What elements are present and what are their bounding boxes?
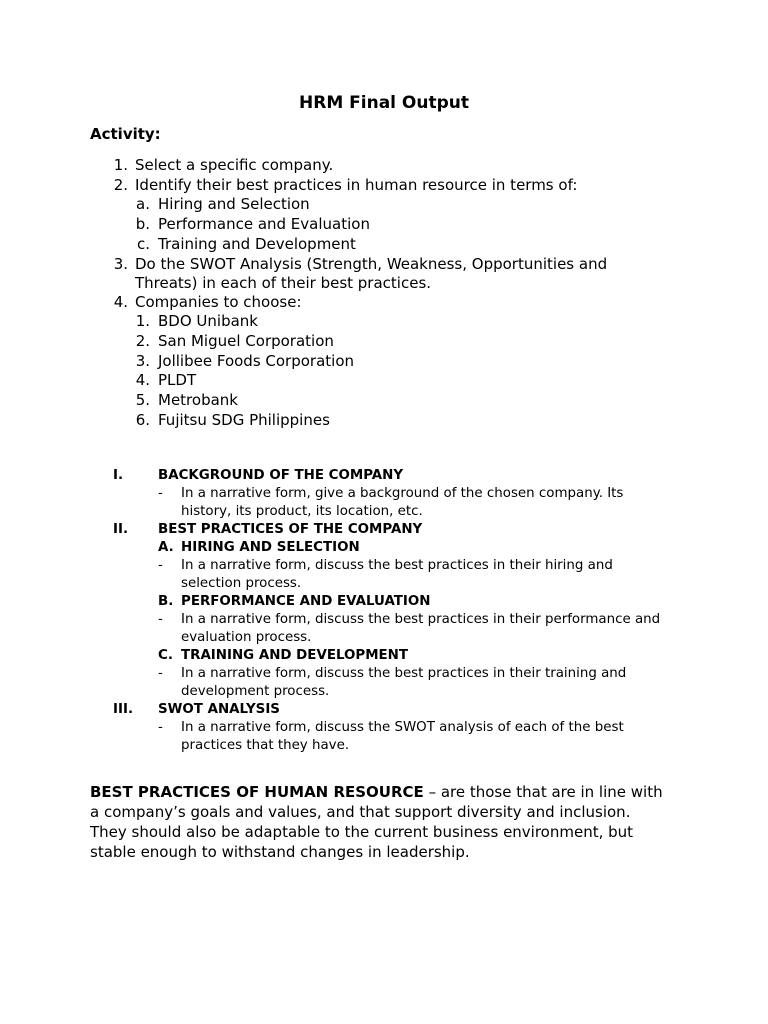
definition-text: – are those that are in line with [423, 783, 663, 801]
list-item: Do the SWOT Analysis (Strength, Weakness, Opportunities and [135, 255, 608, 273]
section-description: evaluation process. [181, 630, 312, 645]
list-number: 4. [113, 293, 128, 311]
sublist-item: Hiring and Selection [158, 195, 310, 213]
company-item: San Miguel Corporation [158, 332, 334, 350]
subsection-title: TRAINING AND DEVELOPMENT [181, 648, 409, 663]
company-number: 4. [135, 371, 150, 389]
sublist-letter: c. [136, 235, 150, 253]
section-description: history, its product, its location, etc. [181, 504, 423, 519]
definition-line: They should also be adaptable to the current business environment, but [90, 823, 634, 841]
subsection-letter: C. [158, 648, 173, 663]
list-number: 1. [113, 156, 128, 174]
company-item: Metrobank [158, 391, 238, 409]
company-number: 3. [135, 352, 150, 370]
subsection-letter: A. [158, 540, 174, 555]
section-description: development process. [181, 684, 330, 699]
activity-heading: Activity: [90, 125, 161, 143]
section-title: SWOT ANALYSIS [158, 702, 280, 717]
list-item-continuation: Threats) in each of their best practices. [135, 274, 432, 292]
subsection-title: PERFORMANCE AND EVALUATION [181, 594, 431, 609]
company-item: Jollibee Foods Corporation [158, 352, 355, 370]
section-description: selection process. [181, 576, 302, 591]
subsection-title: HIRING AND SELECTION [181, 540, 360, 555]
page-title: HRM Final Output [299, 93, 469, 113]
company-item: PLDT [158, 371, 197, 389]
list-number: 2. [113, 176, 128, 194]
list-item: Select a specific company. [135, 156, 334, 174]
section-description: In a narrative form, discuss the best practices in their training and [181, 666, 627, 681]
section-description: In a narrative form, give a background of the chosen company. Its [181, 486, 624, 501]
section-numeral: III. [113, 702, 134, 717]
section-description: practices that they have. [181, 738, 350, 753]
company-number: 1. [135, 312, 150, 330]
subsection-letter: B. [158, 594, 174, 609]
section-title: BEST PRACTICES OF THE COMPANY [158, 522, 423, 537]
company-item: BDO Unibank [158, 312, 258, 330]
sublist-item: Training and Development [158, 235, 356, 253]
definition-line: stable enough to withstand changes in leadership. [90, 843, 470, 861]
company-number: 2. [135, 332, 150, 350]
bullet-dash: - [158, 558, 163, 573]
definition-term: BEST PRACTICES OF HUMAN RESOURCE [90, 783, 424, 801]
section-description: In a narrative form, discuss the best practices in their performance and [181, 612, 661, 627]
section-description: In a narrative form, discuss the best practices in their hiring and [181, 558, 613, 573]
section-numeral: II. [113, 522, 129, 537]
section-description: In a narrative form, discuss the SWOT analysis of each of the best [181, 720, 624, 735]
bullet-dash: - [158, 720, 163, 735]
bullet-dash: - [158, 486, 163, 501]
list-item: Companies to choose: [135, 293, 302, 311]
company-item: Fujitsu SDG Philippines [158, 411, 330, 429]
definition-paragraph [90, 782, 690, 862]
company-number: 5. [135, 391, 150, 409]
bullet-dash: - [158, 612, 163, 627]
company-number: 6. [135, 411, 150, 429]
definition-line [90, 782, 690, 802]
list-item: Identify their best practices in human resource in terms of: [135, 176, 578, 194]
section-title: BACKGROUND OF THE COMPANY [158, 468, 404, 483]
sublist-item: Performance and Evaluation [158, 215, 370, 233]
sublist-letter: a. [136, 195, 150, 213]
section-numeral: I. [113, 468, 124, 483]
list-number: 3. [113, 255, 128, 273]
sublist-letter: b. [135, 215, 150, 233]
bullet-dash: - [158, 666, 163, 681]
definition-line: a company’s goals and values, and that support diversity and inclusion. [90, 803, 631, 821]
